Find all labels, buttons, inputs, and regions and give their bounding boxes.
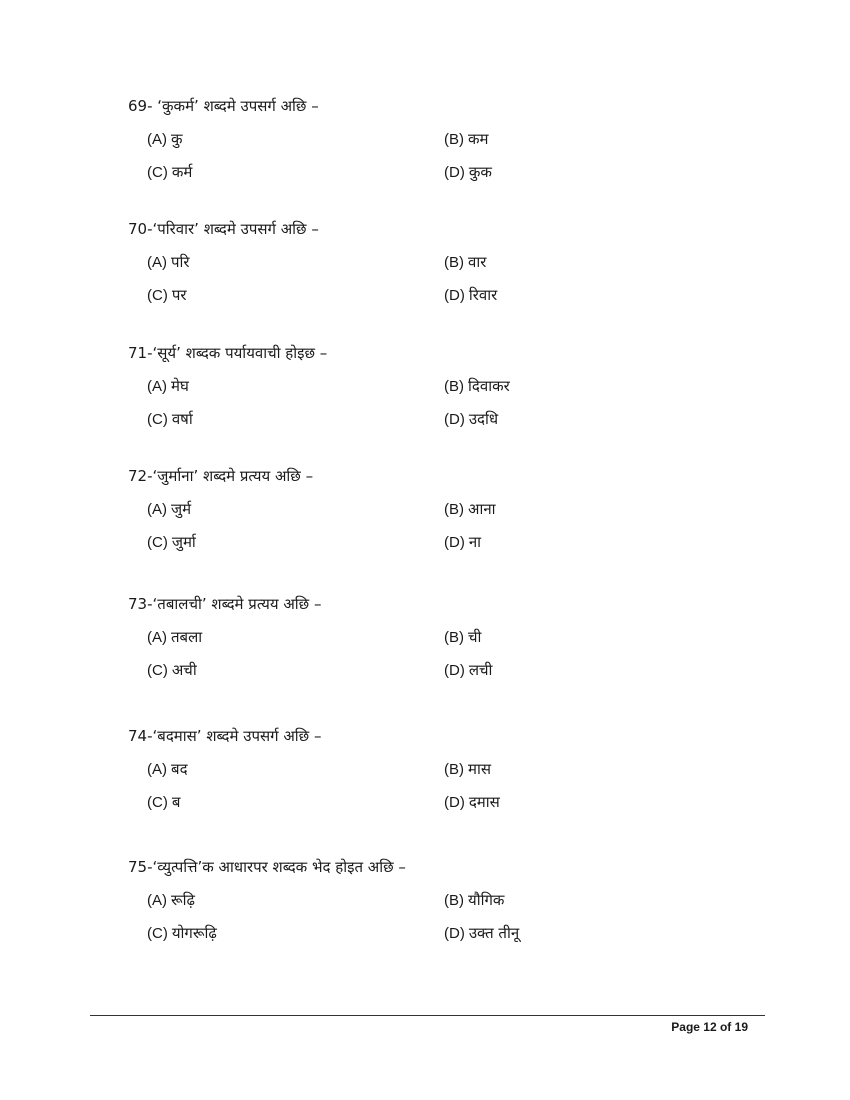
- option-d: [444, 162, 492, 182]
- option-letter: (A): [147, 378, 167, 395]
- option-c: [147, 285, 186, 305]
- option-letter: (D): [444, 794, 465, 811]
- option-text: बद: [171, 760, 188, 778]
- option-d: [444, 923, 519, 943]
- option-d: [444, 792, 500, 812]
- option-text: ची: [468, 628, 482, 646]
- option-letter: (B): [444, 761, 464, 778]
- option-letter: (B): [444, 378, 464, 395]
- option-text: पर: [171, 286, 187, 304]
- option-letter: (C): [147, 164, 168, 181]
- page-number: Page 12 of 19: [671, 1020, 748, 1034]
- option-d: [444, 285, 497, 305]
- option-a: [147, 252, 190, 272]
- option-letter: (B): [444, 254, 464, 271]
- question-text: 72-‘जुर्माना’ शब्दमे प्रत्यय अछि –: [128, 467, 314, 485]
- option-text: रिवार: [468, 286, 498, 304]
- option-letter: (B): [444, 501, 464, 518]
- option-c: [147, 660, 197, 680]
- option-a: [147, 129, 183, 149]
- footer-divider: [90, 1015, 765, 1016]
- option-text: लची: [468, 661, 493, 679]
- option-text: उक्त तीनू: [468, 924, 520, 942]
- option-letter: (D): [444, 411, 465, 428]
- option-letter: (C): [147, 662, 168, 679]
- option-a: [147, 627, 202, 647]
- option-letter: (D): [444, 925, 465, 942]
- option-text: रूढ़ि: [171, 891, 195, 909]
- question-text: 70-‘परिवार’ शब्दमे उपसर्ग अछि –: [128, 220, 319, 238]
- option-letter: (A): [147, 629, 167, 646]
- option-d: [444, 409, 498, 429]
- option-b: [444, 499, 496, 519]
- option-a: [147, 499, 191, 519]
- option-text: कु: [171, 130, 183, 148]
- option-text: तबला: [171, 628, 203, 646]
- option-text: ब: [171, 793, 181, 811]
- option-letter: (B): [444, 892, 464, 909]
- option-letter: (C): [147, 287, 168, 304]
- option-text: कम: [468, 130, 489, 148]
- option-b: [444, 890, 504, 910]
- option-letter: (A): [147, 761, 167, 778]
- option-text: यौगिक: [468, 891, 505, 909]
- option-a: [147, 376, 189, 396]
- option-b: [444, 129, 489, 149]
- option-b: [444, 627, 481, 647]
- option-letter: (A): [147, 501, 167, 518]
- option-letter: (B): [444, 131, 464, 148]
- option-text: वर्षा: [171, 410, 193, 428]
- option-letter: (D): [444, 662, 465, 679]
- question-text: 69- ‘कुकर्म’ शब्दमे उपसर्ग अछि –: [128, 97, 319, 115]
- option-d: [444, 532, 481, 552]
- option-text: ना: [468, 533, 482, 551]
- option-d: [444, 660, 492, 680]
- question-text: 75-‘व्युत्पत्ति’क आधारपर शब्दक भेद होइत अछि –: [128, 858, 406, 876]
- option-text: अची: [171, 661, 197, 679]
- option-letter: (C): [147, 925, 168, 942]
- option-c: [147, 409, 193, 429]
- option-letter: (C): [147, 794, 168, 811]
- option-a: [147, 890, 195, 910]
- option-letter: (C): [147, 534, 168, 551]
- option-text: कुक: [468, 163, 492, 181]
- option-c: [147, 923, 217, 943]
- option-text: मास: [468, 760, 491, 778]
- option-letter: (D): [444, 164, 465, 181]
- option-a: [147, 759, 188, 779]
- option-b: [444, 376, 510, 396]
- option-text: आना: [468, 500, 496, 518]
- question-text: 73-‘तबालची’ शब्दमे प्रत्यय अछि –: [128, 595, 322, 613]
- option-text: परि: [171, 253, 190, 271]
- option-letter: (B): [444, 629, 464, 646]
- option-text: योगरूढ़ि: [171, 924, 217, 942]
- option-letter: (A): [147, 254, 167, 271]
- option-c: [147, 162, 192, 182]
- option-text: उदधि: [468, 410, 499, 428]
- option-letter: (A): [147, 131, 167, 148]
- option-b: [444, 252, 486, 272]
- option-text: जुर्म: [171, 500, 192, 518]
- option-letter: (D): [444, 534, 465, 551]
- option-text: दिवाकर: [468, 377, 510, 395]
- option-text: जुर्मा: [171, 533, 196, 551]
- option-text: वार: [468, 253, 487, 271]
- option-c: [147, 792, 180, 812]
- question-text: 71-‘सूर्य’ शब्दक पर्यायवाची होइछ –: [128, 344, 328, 362]
- option-c: [147, 532, 196, 552]
- option-b: [444, 759, 491, 779]
- option-letter: (C): [147, 411, 168, 428]
- option-text: मेघ: [171, 377, 189, 395]
- question-text: 74-‘बदमास’ शब्दमे उपसर्ग अछि –: [128, 727, 322, 745]
- option-letter: (A): [147, 892, 167, 909]
- option-text: दमास: [468, 793, 500, 811]
- option-text: कर्म: [171, 163, 193, 181]
- option-letter: (D): [444, 287, 465, 304]
